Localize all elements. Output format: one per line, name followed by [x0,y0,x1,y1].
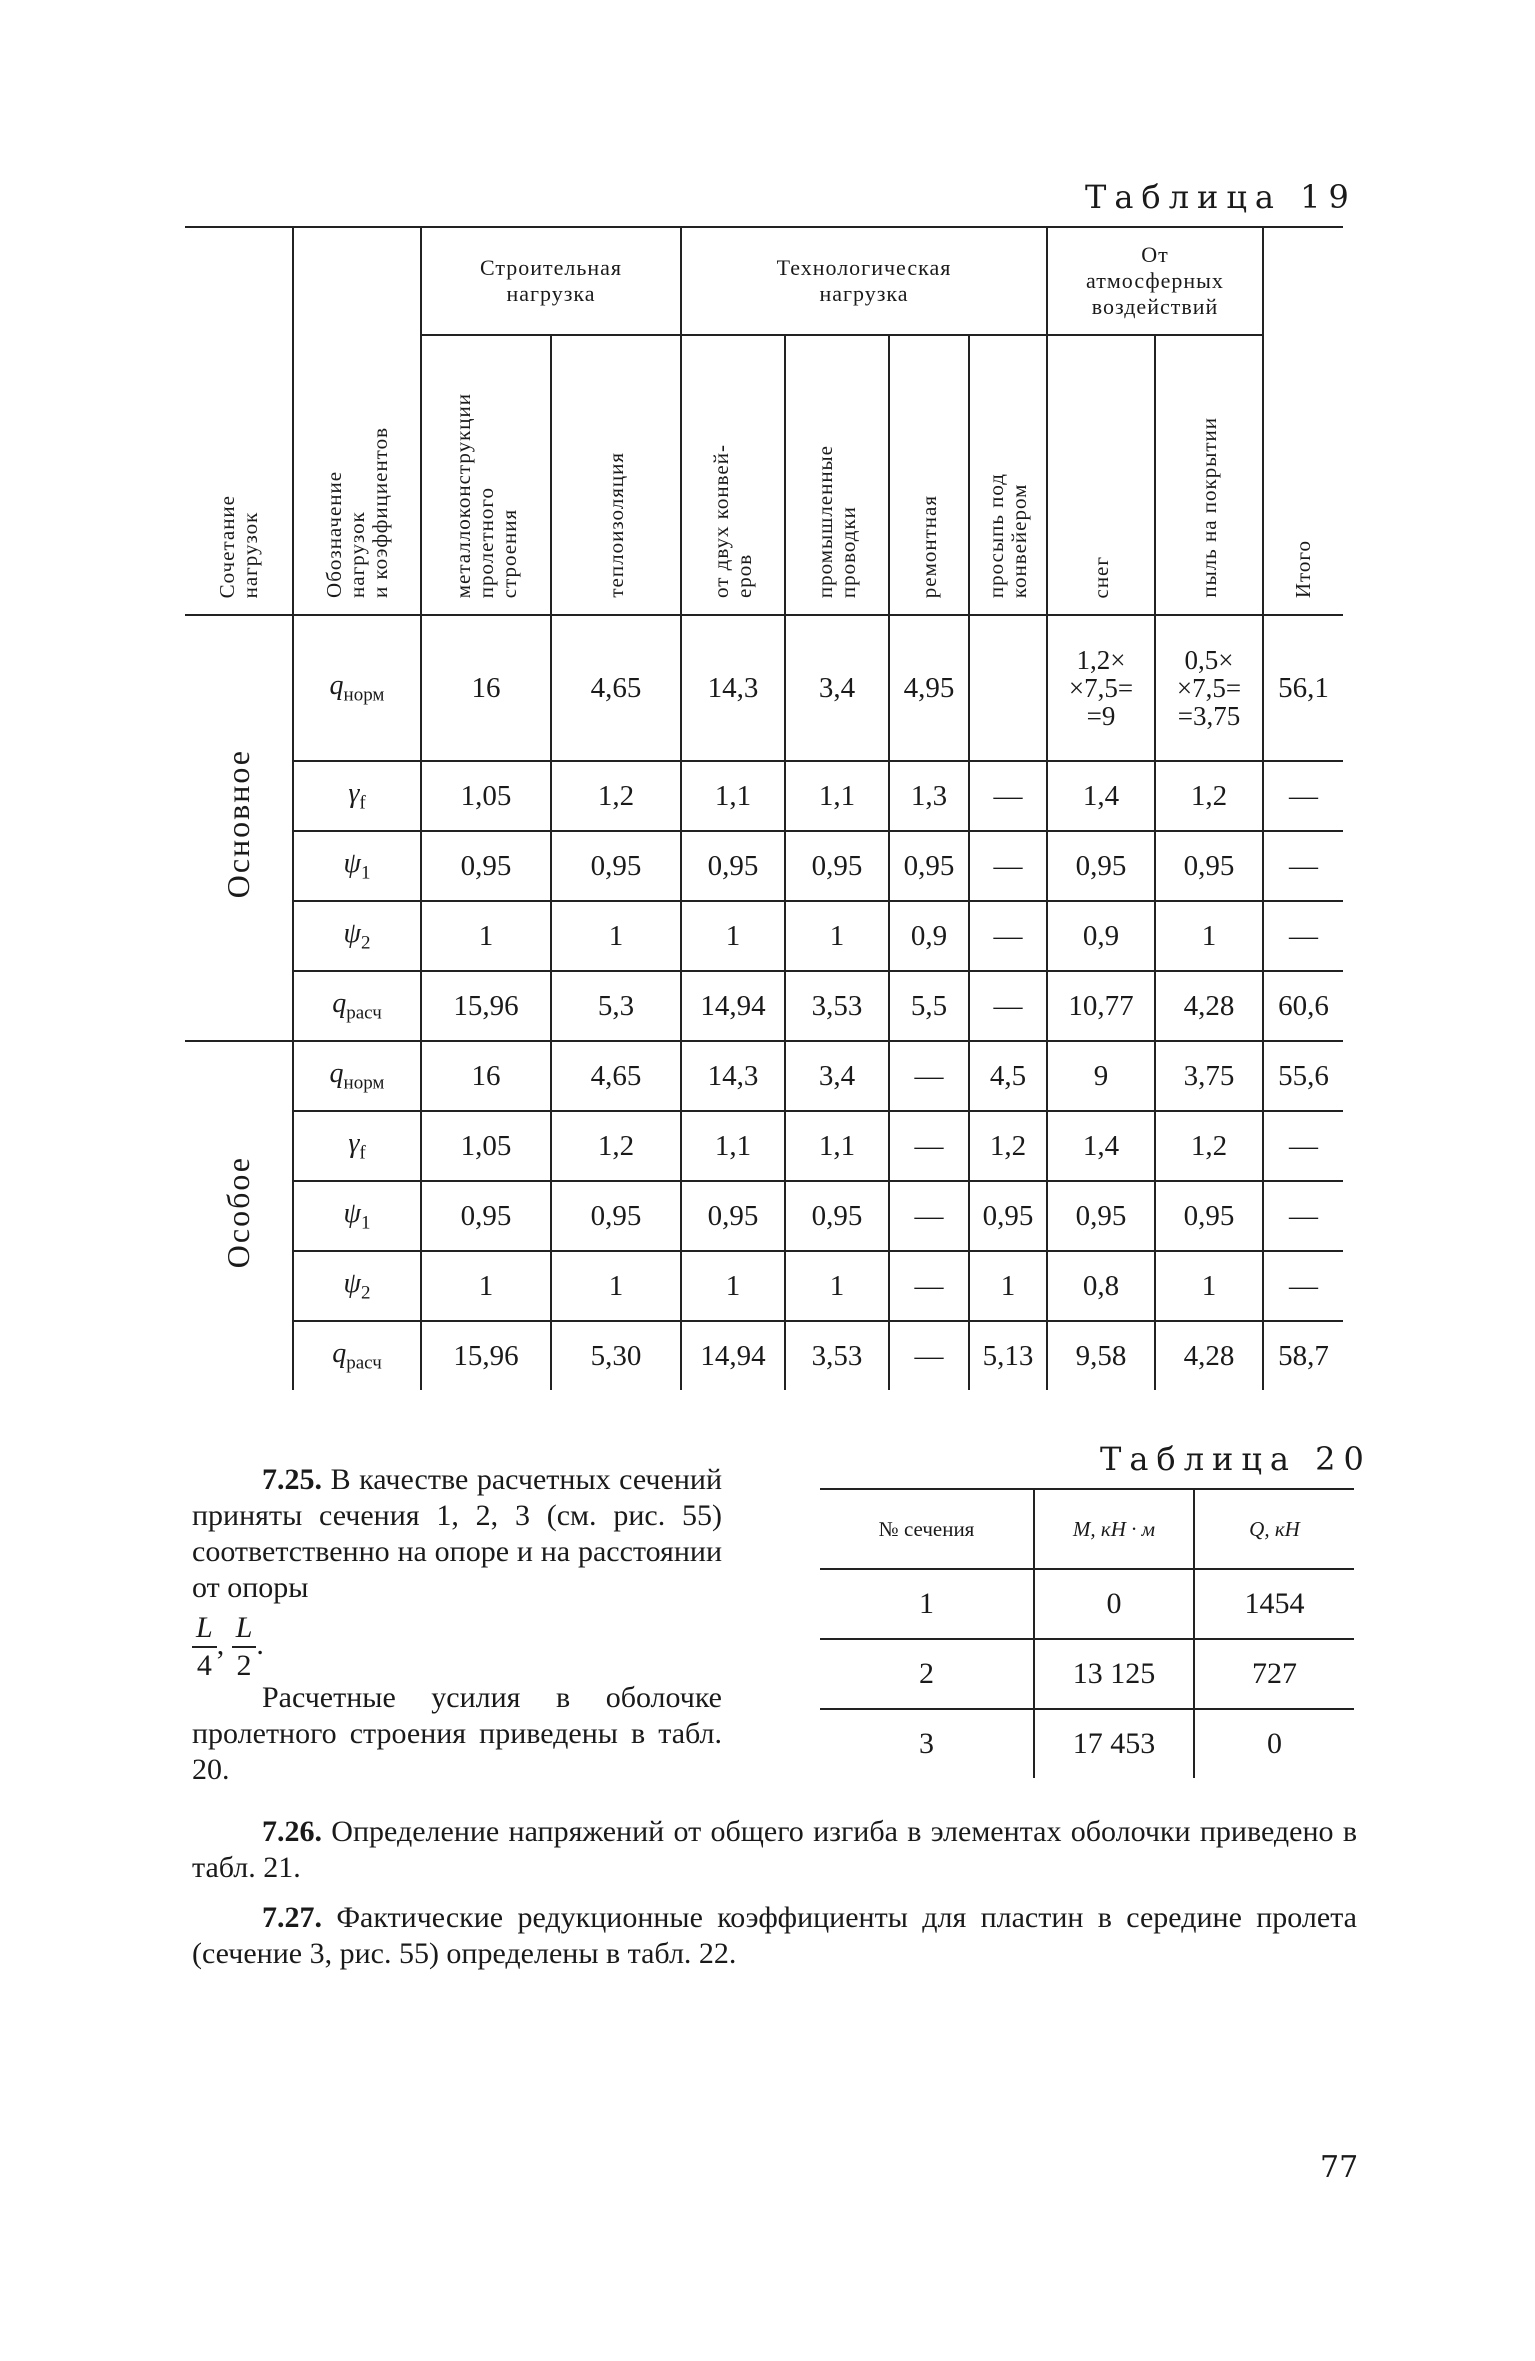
section-special: Особое [185,1041,293,1390]
value-cell: 14,3 [681,615,785,761]
paragraph-number: 7.27. [262,1901,322,1934]
value-cell: 1,2× ×7,5= =9 [1047,615,1155,761]
value-cell: 9 [1047,1041,1155,1111]
header-total: Итого [1263,227,1343,615]
coef-cell: $\gamma_f$ [293,1111,421,1181]
value-cell: 0,95 [551,831,681,901]
value-cell: 1 [1155,901,1263,971]
table-row [185,1181,1343,1251]
value-cell: — [969,831,1047,901]
value-cell: 2 [820,1639,1034,1709]
value-cell: 14,3 [681,1041,785,1111]
value-cell: 5,13 [969,1321,1047,1390]
value-cell: — [1263,1181,1343,1251]
value-cell [969,615,1047,761]
value-cell: 0,8 [1047,1251,1155,1321]
value-cell: 9,58 [1047,1321,1155,1390]
value-cell: 0 [1194,1709,1354,1778]
value-cell: 0,95 [1155,1181,1263,1251]
value-cell: 0,95 [1047,831,1155,901]
value-cell: — [1263,831,1343,901]
value-cell: 5,30 [551,1321,681,1390]
value-cell: 0,95 [681,1181,785,1251]
value-cell: 0,9 [889,901,969,971]
value-cell: 1 [681,901,785,971]
paragraph-number: 7.25. [262,1463,322,1496]
value-cell: 1 [820,1569,1034,1639]
header-col-conveyors: от двух конвей- еров [681,335,785,615]
value-cell: 0,95 [785,831,889,901]
value-cell: 17 453 [1034,1709,1194,1778]
paragraph-text: Определение напряжений от общего изгиба в элементах оболочки приведено в табл. 21. [192,1815,1357,1884]
table-row [185,1041,1343,1111]
value-cell: — [969,901,1047,971]
value-cell: 1,2 [1155,1111,1263,1181]
table-row [185,831,1343,901]
coef-cell: $\psi_2$ [293,901,421,971]
header-col-pipelines: промышленные проводки [785,335,889,615]
table-row [820,1639,1354,1709]
fraction-l-2: $\frac{L}{2}$ [232,1610,257,1684]
value-cell: 1,4 [1047,1111,1155,1181]
table20-caption: Таблица 20 [1100,1440,1372,1478]
value-cell: 13 125 [1034,1639,1194,1709]
paragraph-text: Фактические редукционные коэффициенты для пластин в середине пролета (сечение 3, рис. 55) определены в табл. 22. [192,1901,1357,1970]
value-cell: 1,2 [551,761,681,831]
value-cell: 1 [785,901,889,971]
paragraph-7-27 [192,1900,1357,1972]
table-row [820,1569,1354,1639]
t20-header-section: № сечения [820,1489,1034,1569]
value-cell: 4,95 [889,615,969,761]
value-cell: 3 [919,1727,934,1760]
group-construction: Строительная нагрузка [421,227,681,335]
value-cell: 1,4 [1047,761,1155,831]
group-atmospheric: От атмосферных воздействий [1047,227,1263,335]
paragraph-number: 7.26. [262,1815,322,1848]
header-designation: Обозначение нагрузок и коэффициентов [293,227,421,615]
value-cell: 1 [969,1251,1047,1321]
t20-header-shear: Q, кН [1194,1489,1354,1569]
value-cell: 5,3 [551,971,681,1041]
value-cell: 3,53 [785,971,889,1041]
value-cell: 0,95 [421,831,551,901]
table-row [185,761,1343,831]
value-cell: 14,94 [681,1321,785,1390]
value-cell: 1,1 [681,761,785,831]
coef-cell: $q_{расч}$ [293,971,421,1041]
value-cell: 1,05 [421,761,551,831]
value-cell: 14,94 [681,971,785,1041]
fraction-l-4: $\frac{L}{4}$ [192,1610,217,1684]
value-cell: 1,1 [785,761,889,831]
value-cell: — [1263,1251,1343,1321]
value-cell: 0,9 [1047,901,1155,971]
value-cell: 0,95 [1047,1181,1155,1251]
value-cell: 10,77 [1047,971,1155,1041]
coef-cell: $q_{норм}$ [293,615,421,761]
table19-caption: Таблица 19 [1085,178,1357,216]
value-cell: 1 [681,1251,785,1321]
value-cell: 1 [551,901,681,971]
value-cell: 0,95 [785,1181,889,1251]
table-row [185,615,1343,761]
value-cell: 4,65 [551,615,681,761]
value-cell: 727 [1194,1639,1354,1709]
value-cell: 1 [551,1251,681,1321]
value-cell: — [969,971,1047,1041]
value-cell: 0,5× ×7,5= =3,75 [1155,615,1263,761]
coef-cell: $\psi_2$ [293,1251,421,1321]
value-cell: 3,53 [785,1321,889,1390]
value-cell: — [1263,1111,1343,1181]
fraction-separator: , [216,1627,225,1661]
header-col-dust: пыль на покрытии [1155,335,1263,615]
t20-header-moment: M, кН · м [1034,1489,1194,1569]
paragraph-7-25-b: Расчетные усилия в оболочке пролетного строения приведены в табл. 20. [192,1681,722,1786]
value-cell: 1,2 [1155,761,1263,831]
coef-cell: $\gamma_f$ [293,761,421,831]
paragraph-text: В качестве расчетных сечений приняты сечения 1, 2, 3 (см. рис. 55) соответственно на опоре и на расстоянии от опоры [192,1463,722,1604]
header-col-insulation: теплоизоляция [551,335,681,615]
value-cell: 0,95 [551,1181,681,1251]
page-number: 77 [1320,2150,1359,2185]
value-cell: 1 [785,1251,889,1321]
value-cell: 16 [421,1041,551,1111]
paragraph-7-26 [192,1814,1357,1886]
value-cell: 1 [421,901,551,971]
value-cell: — [889,1321,969,1390]
value-cell: 55,6 [1263,1041,1343,1111]
value-cell: 0 [1034,1569,1194,1639]
value-cell: 3,4 [785,615,889,761]
table19 [185,226,1343,1390]
value-cell: 1,2 [969,1111,1047,1181]
value-cell: — [1263,901,1343,971]
value-cell: 1,05 [421,1111,551,1181]
coef-cell: $q_{норм}$ [293,1041,421,1111]
table-row [185,1251,1343,1321]
value-cell: 1454 [1194,1569,1354,1639]
header-col-snow: снег [1047,335,1155,615]
value-cell: 3,75 [1155,1041,1263,1111]
value-cell: 1,2 [551,1111,681,1181]
value-cell: 15,96 [421,1321,551,1390]
value-cell: 4,5 [969,1041,1047,1111]
table-row [185,1111,1343,1181]
header-combination: Сочетание нагрузок [185,227,293,615]
table-row [185,971,1343,1041]
value-cell: 0,95 [889,831,969,901]
table-row [185,1321,1343,1390]
value-cell: 1,3 [889,761,969,831]
value-cell: — [969,761,1047,831]
coef-cell: $\psi_1$ [293,1181,421,1251]
value-cell: 16 [421,615,551,761]
header-col-metal: металлоконструкции пролетного строения [421,335,551,615]
value-cell: 3,4 [785,1041,889,1111]
table-row [820,1709,1354,1778]
value-cell: — [889,1111,969,1181]
value-cell: — [889,1181,969,1251]
fraction-end: . [256,1627,264,1661]
value-cell: 5,5 [889,971,969,1041]
value-cell: 0,95 [969,1181,1047,1251]
value-cell: 56,1 [1263,615,1343,761]
value-cell: 58,7 [1278,1339,1329,1372]
value-cell: 4,28 [1155,1321,1263,1390]
coef-cell: $\psi_1$ [293,831,421,901]
value-cell: 4,65 [551,1041,681,1111]
value-cell: 4,28 [1155,971,1263,1041]
header-col-repair: ремонтная [889,335,969,615]
table20 [820,1488,1354,1778]
paragraph-7-25 [192,1462,722,1684]
value-cell: — [1263,761,1343,831]
group-technological: Технологическая нагрузка [681,227,1047,335]
value-cell: — [889,1251,969,1321]
value-cell: 1,1 [785,1111,889,1181]
value-cell: 0,95 [421,1181,551,1251]
section-basic: Основное [185,615,293,1041]
value-cell: 0,95 [681,831,785,901]
value-cell: 60,6 [1263,971,1343,1041]
value-cell: 1 [421,1251,551,1321]
header-col-spill: просыпь под конвейером [969,335,1047,615]
value-cell: 1,1 [681,1111,785,1181]
coef-cell: $q_{расч}$ [293,1321,421,1390]
value-cell: 15,96 [421,971,551,1041]
value-cell: — [889,1041,969,1111]
value-cell: 1 [1155,1251,1263,1321]
table-row [185,901,1343,971]
value-cell: 0,95 [1155,831,1263,901]
